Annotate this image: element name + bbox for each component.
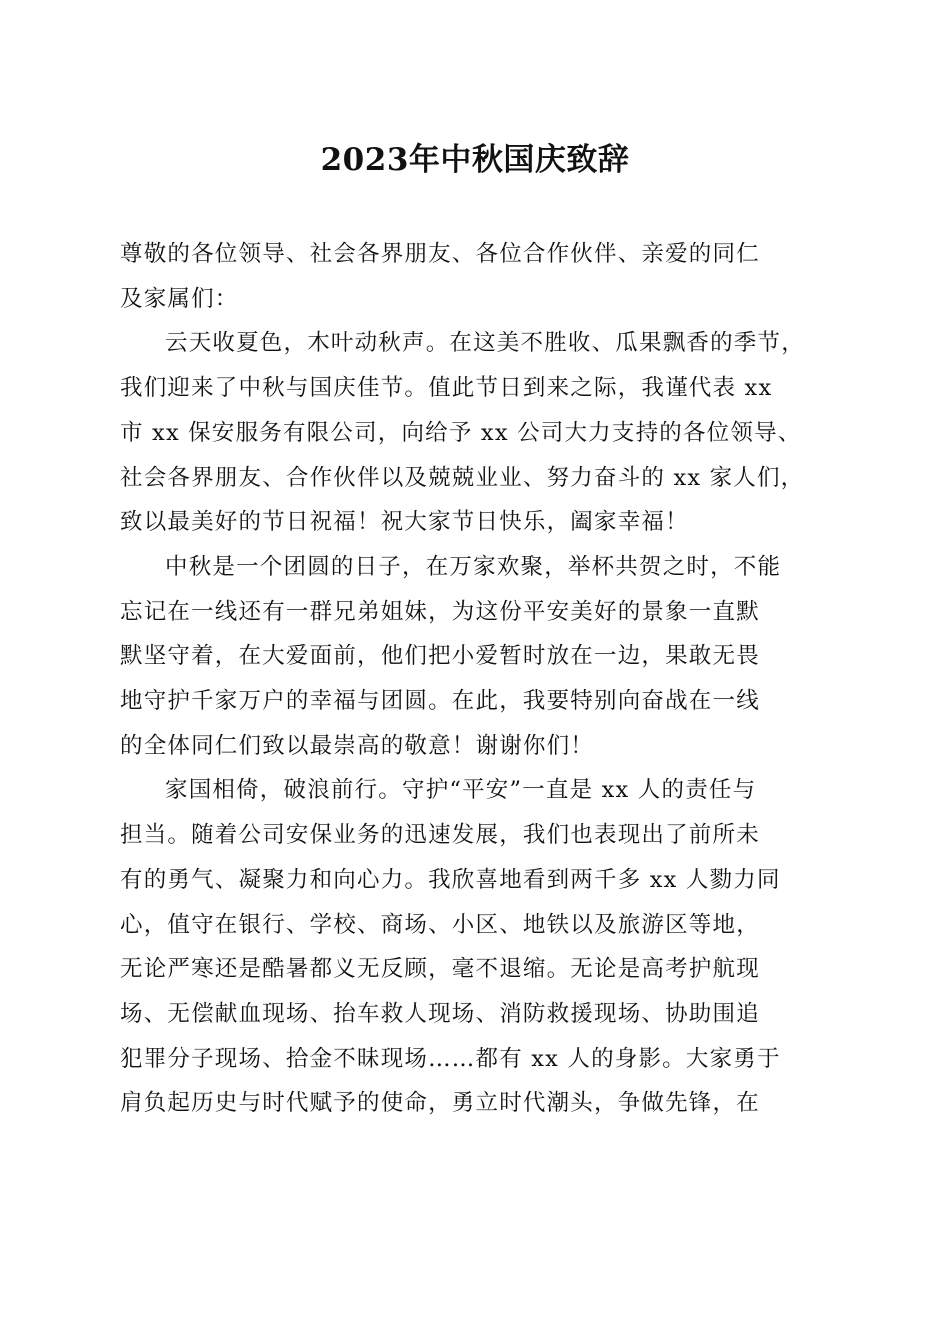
text-line: 的全体同仁们致以最崇高的敬意！谢谢你们！ — [120, 732, 595, 759]
paragraph-company-progress — [120, 768, 825, 1126]
text-line: 犯罪分子现场、拾金不昧现场……都有 xx 人的身影。大家勇于 — [120, 1045, 781, 1072]
text-line: 云天收夏色，木叶动秋声。在这美不胜收、瓜果飘香的季节， — [165, 330, 805, 357]
salutation — [120, 232, 825, 321]
document-body — [120, 232, 825, 1126]
text-line: 心，值守在银行、学校、商场、小区、地铁以及旅游区等地， — [120, 911, 760, 938]
text-line: 尊敬的各位领导、社会各界朋友、各位合作伙伴、亲爱的同仁 — [120, 241, 760, 267]
text-line: 地守护千家万户的幸福与团圆。在此，我要特别向奋战在一线 — [120, 688, 760, 715]
text-line: 无论严寒还是酷暑都义无反顾，毫不退缩。无论是高考护航现 — [120, 956, 760, 983]
text-line: 我们迎来了中秋与国庆佳节。值此节日到来之际，我谨代表 xx — [120, 375, 773, 402]
text-line: 默坚守着，在大爱面前，他们把小爱暂时放在一边，果敢无畏 — [120, 643, 760, 670]
text-line: 忘记在一线还有一群兄弟姐妹，为这份平安美好的景象一直默 — [120, 598, 760, 625]
text-line: 致以最美好的节日祝福！祝大家节日快乐，阖家幸福！ — [120, 509, 689, 536]
text-line: 市 xx 保安服务有限公司，向给予 xx 公司大力支持的各位领导、 — [120, 419, 802, 446]
paragraph-frontline-tribute — [120, 545, 825, 769]
text-line: 场、无偿献血现场、抬车救人现场、消防救援现场、协助围追 — [120, 1000, 760, 1027]
text-line: 中秋是一个团圆的日子，在万家欢聚，举杯共贺之时，不能 — [165, 553, 782, 580]
document-title: 2023年中秋国庆致辞 — [320, 142, 630, 178]
text-line: 担当。随着公司安保业务的迅速发展，我们也表现出了前所未 — [120, 822, 760, 849]
text-line: 社会各界朋友、合作伙伴以及兢兢业业、努力奋斗的 xx 家人们， — [120, 464, 805, 491]
text-line: 有的勇气、凝聚力和向心力。我欣喜地看到两千多 xx 人勠力同 — [120, 866, 781, 893]
text-line: 肩负起历史与时代赋予的使命，勇立时代潮头，争做先锋，在 — [120, 1090, 760, 1117]
text-line: 家国相倚，破浪前行。守护“平安”一直是 xx 人的责任与 — [165, 777, 757, 804]
paragraph-greeting — [120, 321, 825, 545]
text-line: 及家属们： — [120, 285, 239, 312]
